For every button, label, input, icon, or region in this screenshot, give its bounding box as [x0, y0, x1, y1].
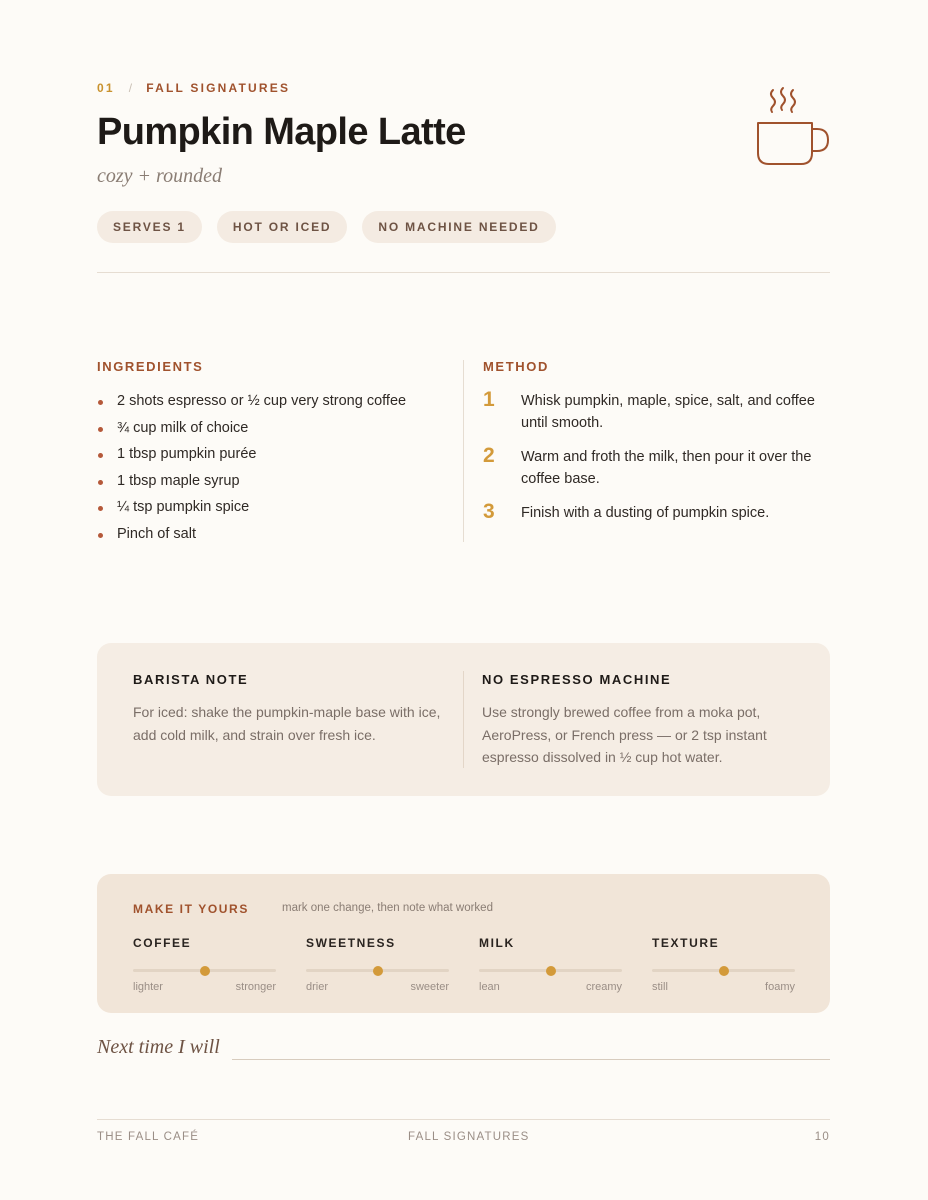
make-it-yours-hint: mark one change, then note what worked	[282, 902, 493, 914]
step-number: 2	[483, 444, 495, 467]
ingredient-item: 1 tbsp pumpkin purée	[97, 445, 452, 464]
step-number: 3	[483, 500, 495, 523]
method-step	[483, 446, 830, 490]
page-subtitle: cozy + rounded	[97, 165, 222, 187]
ingredient-item: ¼ tsp pumpkin spice	[97, 498, 452, 517]
tag-no-machine: NO MACHINE NEEDED	[362, 211, 555, 243]
notes-divider	[463, 671, 464, 768]
step-text: Warm and froth the milk, then pour it over the coffee base.	[521, 449, 812, 487]
method-section	[483, 359, 830, 524]
slider-min-label: drier	[306, 981, 329, 993]
ingredient-item: ¾ cup milk of choice	[97, 419, 452, 438]
notes-panel	[97, 643, 830, 796]
section-number: 01	[97, 81, 115, 95]
column-divider	[463, 360, 464, 542]
ingredient-item: 1 tbsp maple syrup	[97, 472, 452, 491]
make-it-yours-heading: MAKE IT YOURS	[133, 902, 249, 916]
slider-max-label: creamy	[585, 981, 622, 993]
section-name: FALL SIGNATURES	[146, 81, 291, 95]
no-machine-note	[482, 672, 794, 769]
slider-track[interactable]	[652, 969, 795, 972]
no-machine-note-text: Use strongly brewed coffee from a moka pot, AeroPress, or French press — or 2 tsp instant espresso dissolved in ½ cup hot water.	[482, 704, 767, 765]
slider-label: TEXTURE	[652, 936, 720, 950]
slider-label: COFFEE	[133, 936, 192, 950]
recipe-page	[97, 0, 830, 1200]
footer-section: FALL SIGNATURES	[408, 1131, 530, 1143]
slider-min-label: still	[652, 981, 668, 993]
slider-min-label: lighter	[133, 981, 163, 993]
slider-track[interactable]	[133, 969, 276, 972]
ingredients-list	[97, 392, 452, 544]
slider-label: SWEETNESS	[306, 936, 396, 950]
footer-divider	[97, 1119, 830, 1120]
method-step	[483, 390, 830, 434]
slider-knob[interactable]	[373, 966, 383, 976]
barista-note	[133, 672, 445, 746]
no-machine-note-title: NO ESPRESSO MACHINE	[482, 672, 672, 687]
slider-knob[interactable]	[546, 966, 556, 976]
slider-min-label: lean	[479, 981, 500, 993]
slider-knob[interactable]	[200, 966, 210, 976]
slider-knob[interactable]	[719, 966, 729, 976]
tag-hot-or-iced: HOT OR ICED	[217, 211, 347, 243]
breadcrumb-separator: /	[128, 81, 135, 95]
coffee-cup-steam-icon	[756, 86, 830, 168]
step-number: 1	[483, 388, 495, 411]
header-divider	[97, 272, 830, 273]
slider-milk	[479, 936, 622, 993]
page-number: 10	[814, 1131, 830, 1143]
footer-brand: THE FALL CAFÉ	[97, 1131, 200, 1143]
ingredient-item: 2 shots espresso or ½ cup very strong coffee	[97, 392, 452, 411]
next-time-input-line[interactable]	[232, 1059, 830, 1060]
slider-coffee	[133, 936, 276, 993]
ingredients-section	[97, 359, 452, 552]
tag-serves: SERVES 1	[97, 211, 202, 243]
barista-note-title: BARISTA NOTE	[133, 672, 249, 687]
step-text: Finish with a dusting of pumpkin spice.	[521, 505, 770, 521]
slider-max-label: sweeter	[410, 981, 449, 993]
slider-texture	[652, 936, 795, 993]
make-it-yours-panel	[97, 874, 830, 1013]
method-step	[483, 502, 830, 524]
slider-track[interactable]	[306, 969, 449, 972]
slider-sweetness	[306, 936, 449, 993]
ingredient-item: Pinch of salt	[97, 525, 452, 544]
barista-note-text: For iced: shake the pumpkin-maple base with ice, add cold milk, and strain over fresh ice.	[133, 704, 441, 743]
slider-max-label: foamy	[765, 981, 795, 993]
method-heading: METHOD	[483, 359, 549, 374]
step-text: Whisk pumpkin, maple, spice, salt, and coffee until smooth.	[521, 393, 815, 431]
breadcrumb	[97, 81, 290, 95]
ingredients-heading: INGREDIENTS	[97, 359, 204, 374]
slider-label: MILK	[479, 936, 515, 950]
page-title: Pumpkin Maple Latte	[97, 111, 466, 153]
recipe-tags	[97, 211, 556, 243]
slider-max-label: stronger	[235, 981, 276, 993]
next-time-label: Next time I will	[97, 1036, 220, 1058]
slider-track[interactable]	[479, 969, 622, 972]
